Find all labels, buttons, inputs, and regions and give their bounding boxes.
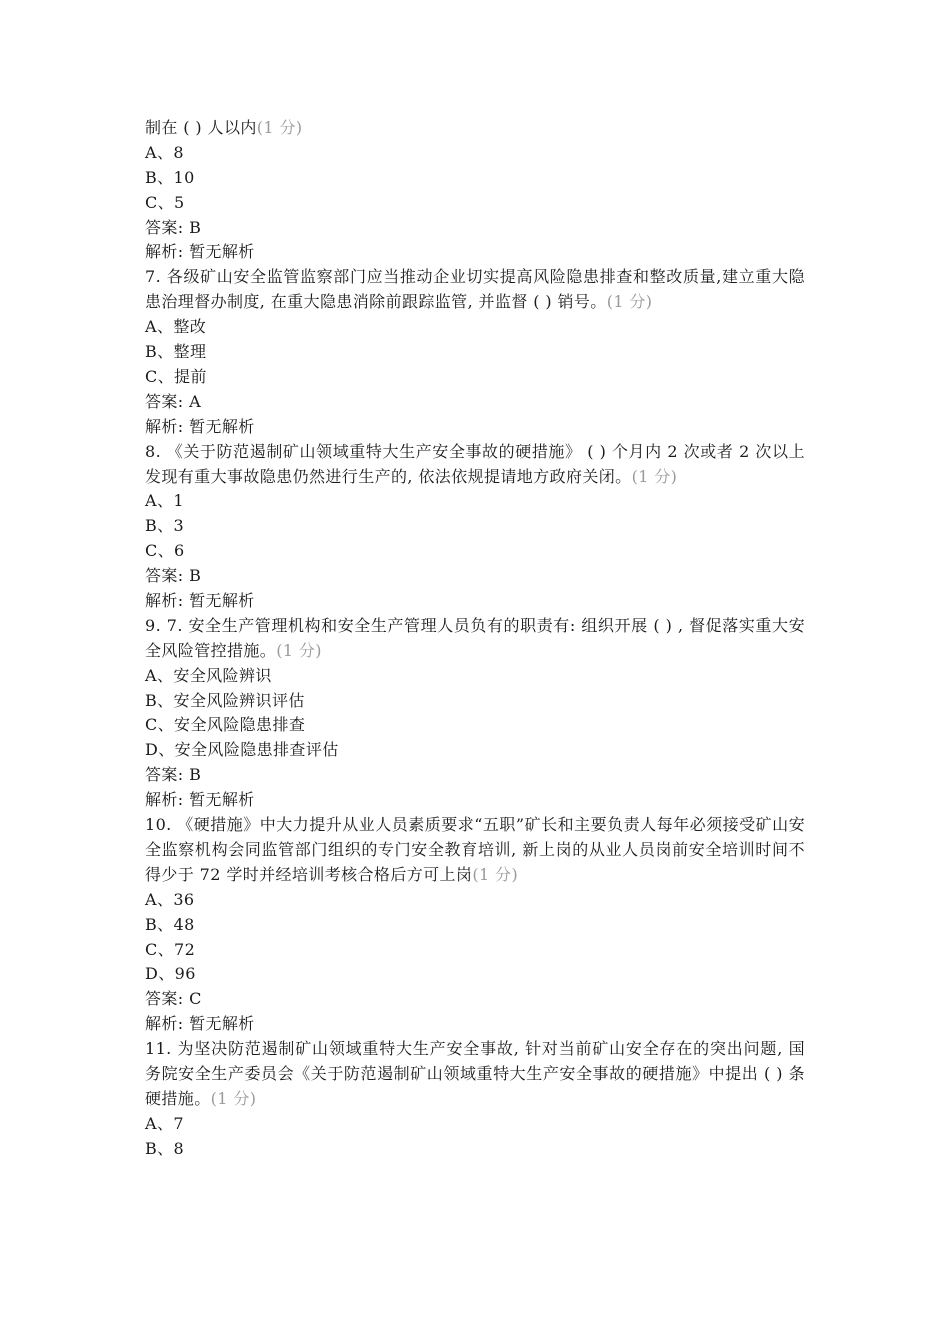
option-c: C、5 [145, 192, 185, 212]
option-c: C、安全风险隐患排查 [145, 715, 306, 735]
option-b: B、整理 [145, 342, 207, 362]
question-9 [145, 614, 805, 813]
option-a: A、安全风险辨识 [145, 665, 272, 685]
analysis-line: 解析: 暂无解析 [145, 1014, 255, 1034]
option-c: C、72 [145, 939, 196, 959]
option-a: A、7 [145, 1113, 184, 1133]
analysis-line: 解析: 暂无解析 [145, 242, 255, 262]
option-a: A、1 [145, 491, 184, 511]
analysis-line: 解析: 暂无解析 [145, 591, 255, 610]
question-text: 8. 《关于防范遏制矿山领域重特大生产安全事故的硬措施》 ( ) 个月内 2 次或者 2 次以上发现有重大事故隐患仍然进行生产的, 依法依规提请地方政府关闭。(1 分) [145, 441, 805, 486]
question-11 [145, 1037, 805, 1162]
option-b: B、安全风险辨识评估 [145, 690, 305, 710]
answer-line: 答案: B [145, 217, 202, 237]
question-score: (1 分) [606, 292, 653, 312]
option-b: B、48 [145, 914, 195, 934]
document-body [145, 116, 805, 1162]
option-a: A、36 [145, 889, 195, 909]
question-score: (1 分) [276, 640, 322, 660]
answer-line: 答案: A [145, 391, 202, 411]
option-d: D、安全风险隐患排查评估 [145, 740, 339, 760]
question-8 [145, 440, 805, 614]
question-7 [145, 265, 805, 439]
question-score: (1 分) [631, 466, 678, 486]
question-text: 9. 7. 安全生产管理机构和安全生产管理人员负有的职责有: 组织开展 ( ) , 督促落实重大安全风险管控措施。(1 分) [145, 615, 805, 660]
question-fragment [145, 116, 805, 265]
question-text: 7. 各级矿山安全监管监察部门应当推动企业切实提高风险隐患排查和整改质量,建立重大隐患治理督办制度, 在重大隐患消除前跟踪监管, 并监督 ( ) 销号。(1 分) [145, 267, 805, 312]
answer-line: 答案: C [145, 989, 202, 1009]
analysis-line: 解析: 暂无解析 [145, 416, 255, 436]
question-text: 11. 为坚决防范遏制矿山领域重特大生产安全事故, 针对当前矿山安全存在的突出问题, 国务院安全生产委员会《关于防范遏制矿山领域重特大生产安全事故的硬措施》中提出 ( ) 条硬措施。(1 分) [145, 1039, 805, 1108]
option-c: C、6 [145, 541, 185, 561]
analysis-line: 解析: 暂无解析 [145, 790, 255, 810]
answer-line: 答案: B [145, 566, 202, 586]
question-10 [145, 813, 805, 1037]
question-score: (1 分) [210, 1088, 257, 1108]
option-b: B、8 [145, 1138, 185, 1158]
option-b: B、10 [145, 167, 195, 187]
option-a: A、8 [145, 142, 184, 162]
question-text: 10. 《硬措施》中大力提升从业人员素质要求“五职”矿长和主要负责人每年必须接受矿山安全监察机构会同监管部门组织的专门安全教育培训, 新上岗的从业人员岗前安全培训时间不得少于 72 学时并经培训考核合格后方可上岗(1 分) [145, 815, 805, 884]
option-a: A、整改 [145, 317, 207, 337]
question-text: 制在 ( ) 人以内(1 分) [145, 118, 303, 137]
question-score: (1 分) [472, 864, 519, 884]
option-b: B、3 [145, 516, 185, 536]
option-c: C、提前 [145, 366, 207, 386]
option-d: D、96 [145, 964, 196, 984]
question-score: (1 分) [256, 118, 303, 137]
answer-line: 答案: B [145, 765, 202, 785]
